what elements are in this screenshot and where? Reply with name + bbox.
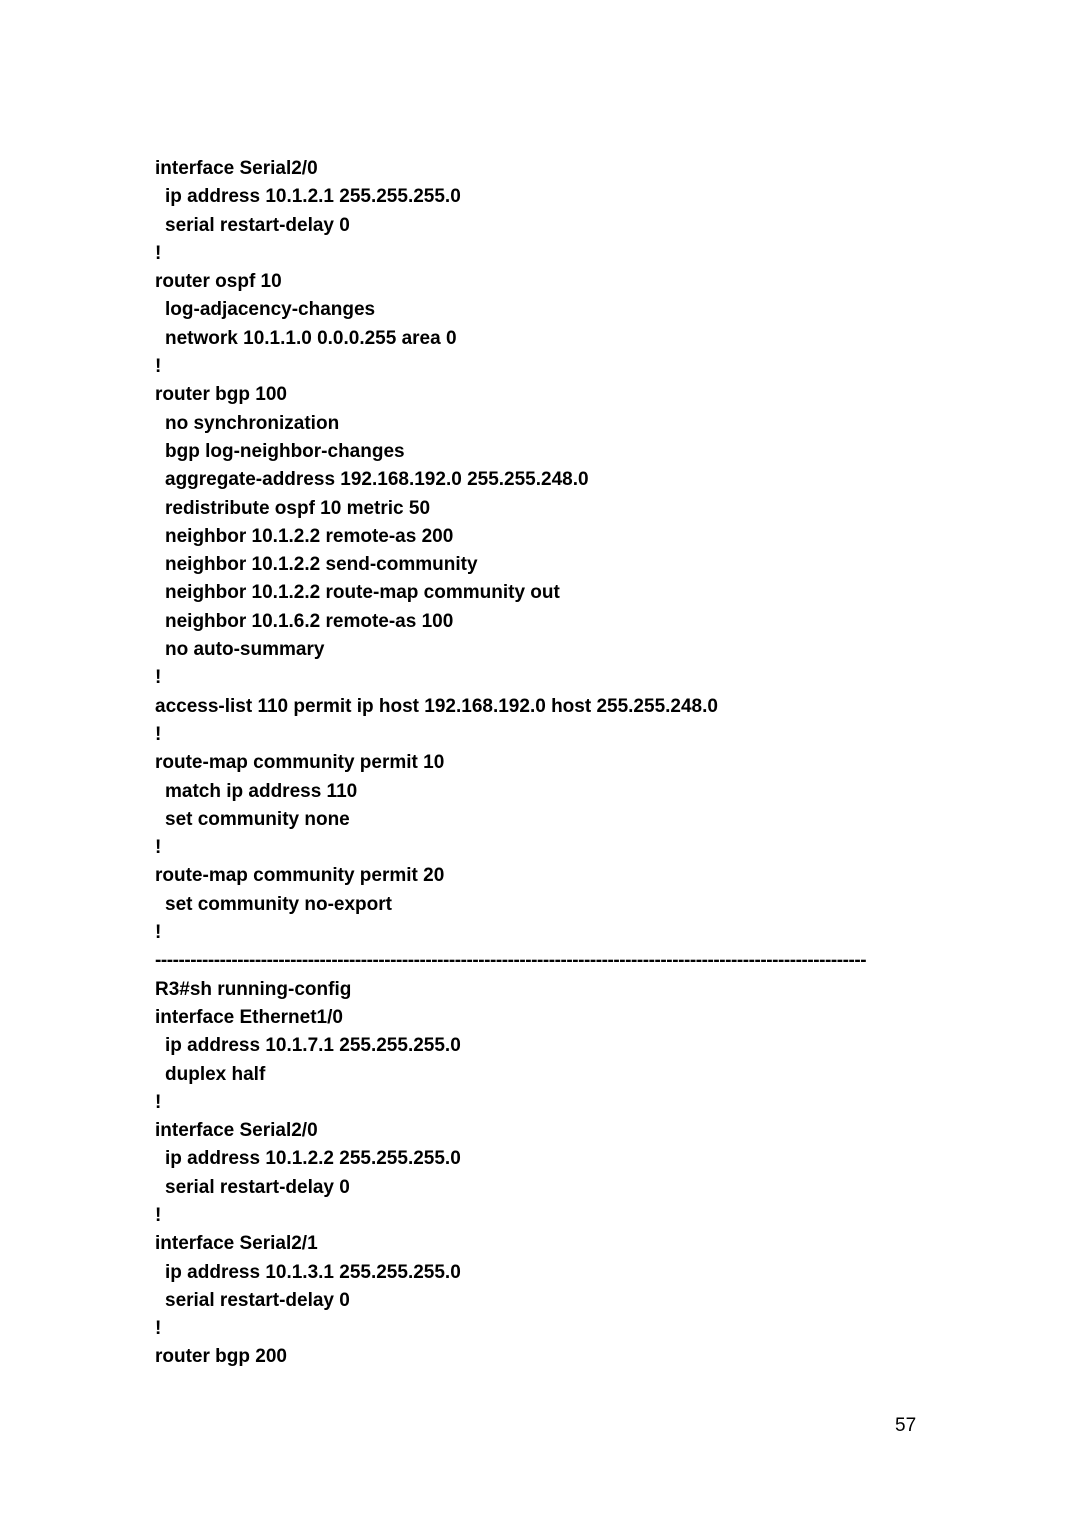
config-line: !: [155, 1318, 162, 1340]
config-line: ip address 10.1.7.1 255.255.255.0: [165, 1035, 461, 1057]
config-line: interface Serial2/1: [155, 1233, 318, 1255]
config-line: duplex half: [165, 1063, 266, 1085]
config-listing: [155, 155, 935, 1372]
config-line: ip address 10.1.2.1 255.255.255.0: [165, 186, 461, 208]
config-line: router ospf 10: [155, 271, 282, 293]
config-line: !: [155, 837, 162, 859]
config-line: access-list 110 permit ip host 192.168.192.0 host 255.255.248.0: [155, 695, 718, 717]
config-line: !: [155, 723, 162, 745]
config-line: !: [155, 667, 162, 689]
config-line: route-map community permit 10: [155, 752, 445, 774]
config-line: no auto-summary: [165, 639, 325, 661]
config-line: set community none: [165, 808, 350, 830]
config-line: log-adjacency-changes: [165, 299, 376, 321]
config-line: neighbor 10.1.6.2 remote-as 100: [165, 610, 454, 632]
config-line: !: [155, 1204, 162, 1226]
config-line: ip address 10.1.3.1 255.255.255.0: [165, 1261, 461, 1283]
config-line: redistribute ospf 10 metric 50: [165, 497, 431, 519]
config-line: interface Ethernet1/0: [155, 1006, 343, 1028]
config-line: serial restart-delay 0: [165, 1176, 350, 1198]
config-line: !: [155, 1091, 162, 1113]
config-line: !: [155, 356, 162, 378]
config-line: R3#sh running-config: [155, 978, 352, 1000]
config-line: neighbor 10.1.2.2 remote-as 200: [165, 525, 454, 547]
config-line: router bgp 100: [155, 384, 287, 406]
config-line: aggregate-address 192.168.192.0 255.255.248.0: [165, 469, 589, 491]
config-line: serial restart-delay 0: [165, 214, 350, 236]
config-line: interface Serial2/0: [155, 1120, 318, 1142]
config-line: ip address 10.1.2.2 255.255.255.0: [165, 1148, 461, 1170]
config-line: !: [155, 242, 162, 264]
config-line: set community no-export: [165, 893, 392, 915]
config-line: neighbor 10.1.2.2 route-map community out: [165, 582, 560, 604]
config-line: router bgp 200: [155, 1346, 287, 1368]
config-line: serial restart-delay 0: [165, 1289, 350, 1311]
config-line: route-map community permit 20: [155, 865, 445, 887]
config-line: bgp log-neighbor-changes: [165, 440, 405, 462]
config-line: neighbor 10.1.2.2 send-community: [165, 554, 478, 576]
config-line: network 10.1.1.0 0.0.0.255 area 0: [165, 327, 457, 349]
config-line: match ip address 110: [165, 780, 358, 802]
page-number: 57: [895, 1415, 917, 1436]
config-line: !: [155, 922, 162, 944]
section-divider: -------------------------------------------------------------------------------------------------------------------------: [155, 950, 867, 972]
config-line: interface Serial2/0: [155, 158, 318, 179]
config-line: no synchronization: [165, 412, 340, 434]
